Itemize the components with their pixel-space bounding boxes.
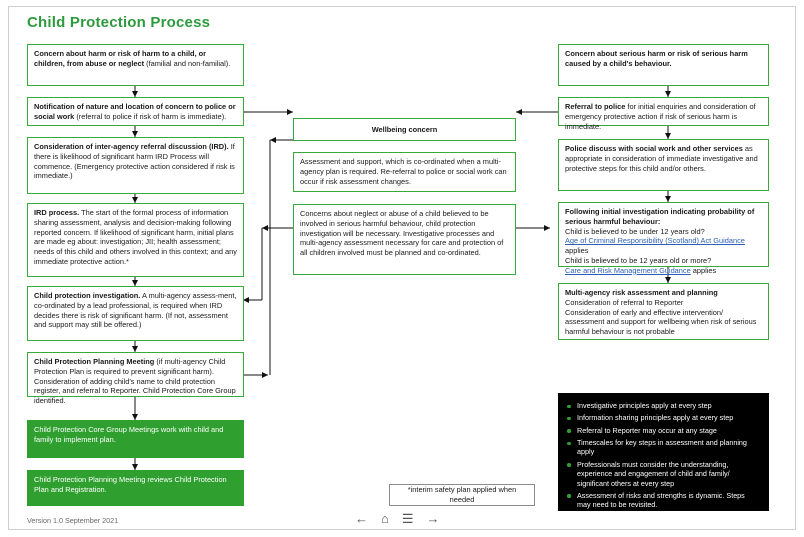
home-icon[interactable]: ⌂	[381, 511, 389, 526]
version-label: Version 1.0 September 2021	[27, 516, 119, 525]
principle-item: Professionals must consider the understanding, experience and engagement of child and family/ significant others at every step	[567, 460, 760, 488]
box-interim-safety-plan: *interim safety plan applied when needed	[389, 484, 535, 506]
box-assessment-support: Assessment and support, which is co-ordinated when a multi-agency plan is required. Re-referral to police or social work can occur if risk assessment changes.	[293, 152, 516, 192]
box-principles	[558, 393, 769, 511]
principle-item: Information sharing principles apply at every step	[567, 413, 760, 422]
box-concern-serious-harm: Concern about serious harm or risk of serious harm caused by a child's behaviour.	[558, 44, 769, 86]
box-concern-harm: Concern about harm or risk of harm to a child, or children, from abuse or neglect (familial and non-familial).	[27, 44, 244, 86]
box-ird-consideration: Consideration of inter-agency referral discussion (IRD). If there is likelihood of significant harm IRD Process will commence. (Emergency protective action considered if risk is immediate.)	[27, 137, 244, 194]
principle-item: Assessment of risks and strengths is dynamic. Steps may need to be revisited.	[567, 491, 760, 510]
arrow-left-icon[interactable]: ←	[355, 511, 368, 526]
box-cp-investigation: Child protection investigation. A multi-agency assess-ment, co-ordinated by a lead professional, is required when IRD decides there is risk of significant harm. (If not, assessment and support may still be offered.)	[27, 286, 244, 341]
box-wellbeing-concern: Wellbeing concern	[293, 118, 516, 141]
box-multi-agency-risk: Multi-agency risk assessment and planning Consideration of referral to Reporter Consideration of early and effective intervention/ assessment and support for wellbeing when risk of serious harmful behaviour is not probable	[558, 283, 769, 340]
box-core-group-meetings: Child Protection Core Group Meetings work with child and family to implement plan.	[27, 420, 244, 458]
box-notification: Notification of nature and location of concern to police or social work (referral to police if risk of harm is immediate).	[27, 97, 244, 126]
box-referral-to-police: Referral to police for initial enquiries and consideration of emergency protective action if risk of serious harm is immediate.	[558, 97, 769, 126]
principle-item: Investigative principles apply at every step	[567, 401, 760, 410]
principles-list	[567, 401, 760, 510]
box-police-discuss: Police discuss with social work and other services as appropriate in consideration of immediate investigative and protective steps for this child and/or others.	[558, 139, 769, 191]
navigation-bar[interactable]	[355, 512, 440, 525]
arrow-right-icon[interactable]: →	[426, 511, 440, 526]
menu-icon[interactable]: ☰	[401, 511, 414, 526]
box-following-initial-investigation: Following initial investigation indicating probability of serious harmful behaviour: Child is believed to be under 12 years old? Age of Criminal Responsibility (Scotland) Act Guidance applies Child is believed to be 12 years old or more? Care and Risk Management Guidance applies	[558, 202, 769, 267]
box-ird-process: IRD process. The start of the formal process of information sharing assessment, analysis and decision-making following reported concern. If likelihood of significant harm, initial plans are made eg about: investigation; JII; health assessment; needs of this child and others involved in this context; and any immediate protective action.*	[27, 203, 244, 277]
box-planning-meeting-reviews: Child Protection Planning Meeting reviews Child Protection Plan and Registration.	[27, 470, 244, 506]
box-concerns-neglect-abuse: Concerns about neglect or abuse of a child believed to be involved in serious harmful behaviour, child protection investigation will be necessary. Investigative processes and multi-agency assessment necessary for care and protection of all children involved must be planned and co-ordinated.	[293, 204, 516, 275]
principle-item: Timescales for key steps in assessment and planning apply	[567, 438, 760, 457]
box-cp-planning-meeting: Child Protection Planning Meeting (if multi-agency Child Protection Plan is required to prevent significant harm). Consideration of adding child's name to child protection register, and referral to Reporter. Child Protection Core Group identified.	[27, 352, 244, 397]
principle-item: Referral to Reporter may occur at any stage	[567, 426, 760, 435]
page-title: Child Protection Process	[27, 14, 211, 31]
